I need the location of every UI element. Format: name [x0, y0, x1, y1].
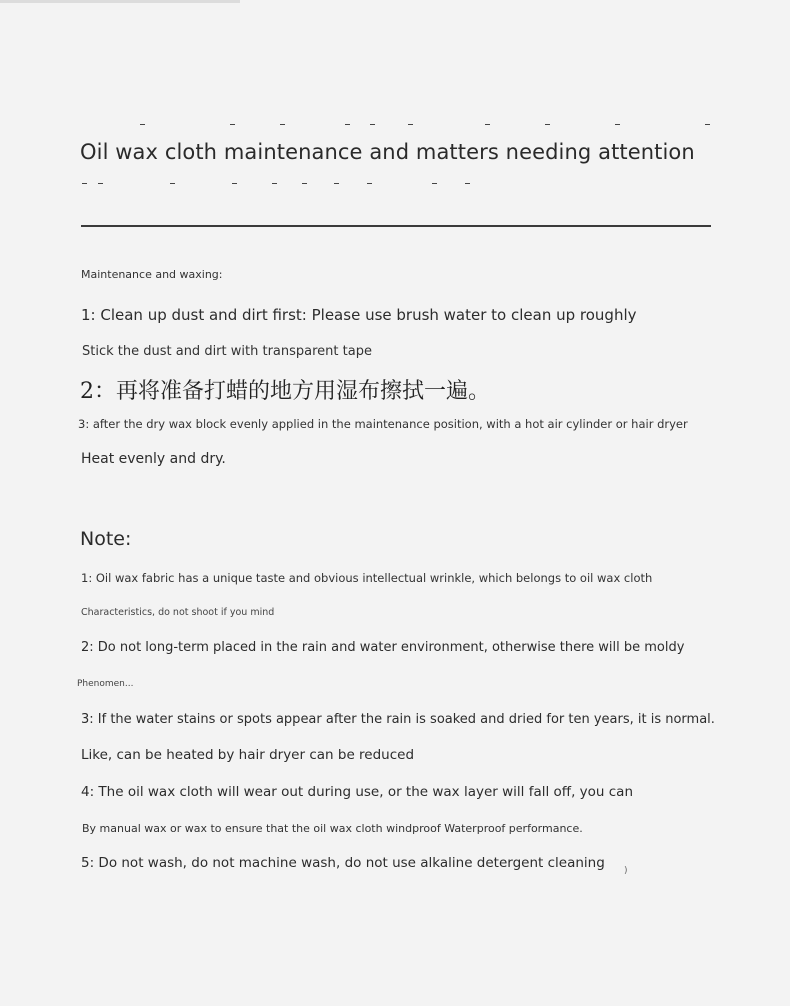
step-3-line-1: 3: after the dry wax block evenly applied in the maintenance position, with a hot air cylinder or hair dryer [78, 417, 688, 431]
note-2-line-2: Phenomen... [77, 679, 134, 689]
decorative-dash-row-bottom [82, 183, 482, 185]
note-1-line-1: 1: Oil wax fabric has a unique taste and obvious intellectual wrinkle, which belongs to oil wax cloth [81, 571, 653, 585]
decorative-dash-row-top [140, 124, 710, 126]
note-heading: Note: [80, 528, 132, 550]
section-label: Maintenance and waxing: [81, 268, 223, 281]
note-2-line-1: 2: Do not long-term placed in the rain and water environment, otherwise there will be moldy [81, 640, 685, 655]
note-3-line-2: Like, can be heated by hair dryer can be reduced [81, 747, 415, 763]
step-2: 2：再将准备打蜡的地方用湿布擦拭一遍。 [80, 379, 490, 404]
step-1-line-1: 1: Clean up dust and dirt first: Please use brush water to clean up roughly [81, 306, 637, 324]
document-title: Oil wax cloth maintenance and matters needing attention [80, 140, 695, 164]
note-4-line-1: 4: The oil wax cloth will wear out during use, or the wax layer will fall off, you can [81, 784, 634, 800]
step-1-line-2: Stick the dust and dirt with transparent tape [82, 344, 372, 359]
note-4-line-2: By manual wax or wax to ensure that the oil wax cloth windproof Waterproof performance. [82, 822, 583, 835]
note-3-line-1: 3: If the water stains or spots appear after the rain is soaked and dried for ten years, it is normal. [81, 712, 715, 727]
trailing-mark: ) [624, 866, 628, 876]
note-1-line-2: Characteristics, do not shoot if you mind [81, 607, 275, 618]
step-3-line-2: Heat evenly and dry. [81, 451, 226, 467]
note-5: 5: Do not wash, do not machine wash, do not use alkaline detergent cleaning [81, 855, 605, 871]
title-divider [81, 225, 711, 227]
